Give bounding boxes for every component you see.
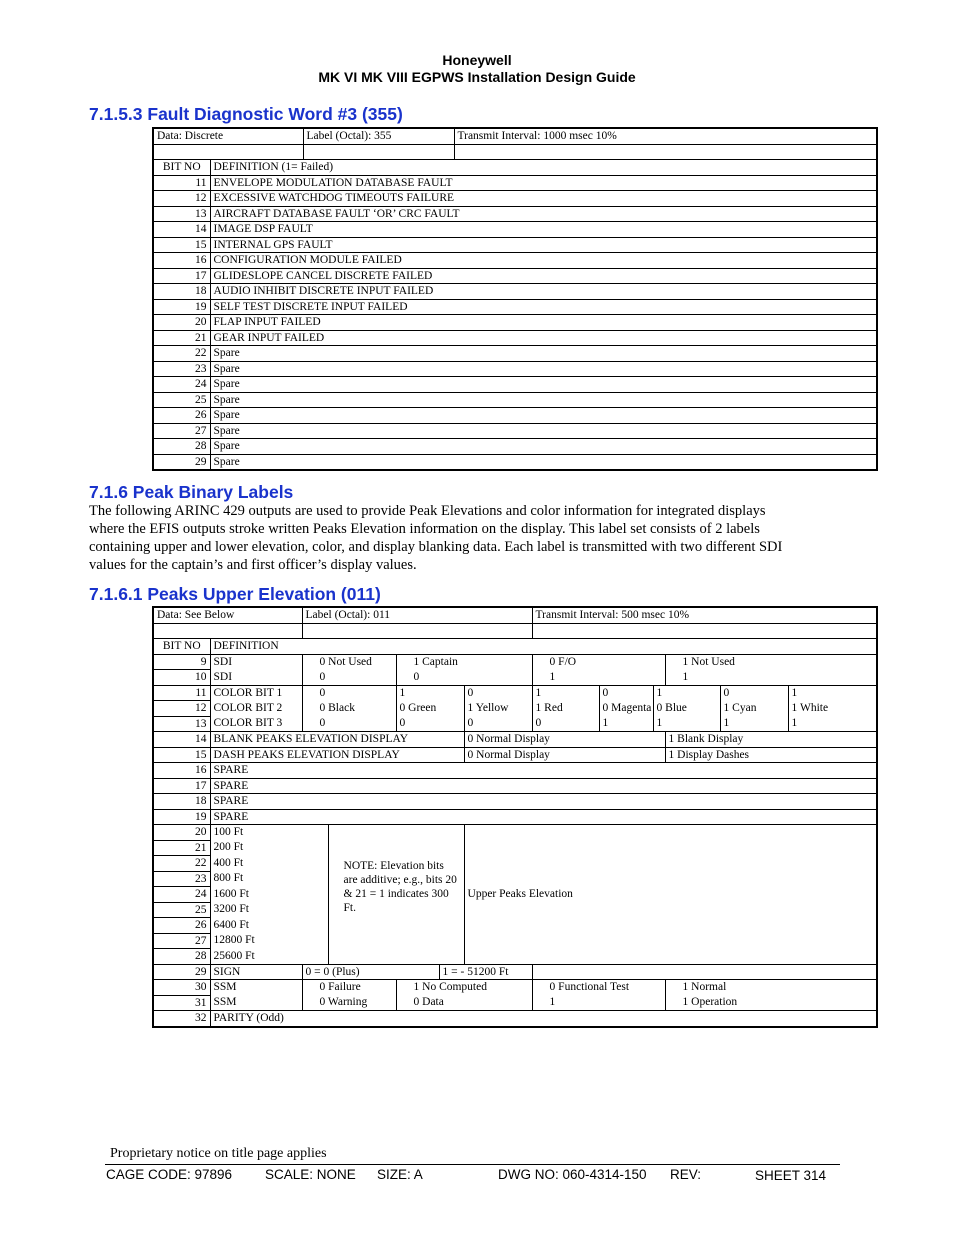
bit-number: 22: [153, 856, 210, 872]
bit-number: 19: [153, 299, 210, 315]
bit-number: 16: [153, 253, 210, 269]
bit-number: 24: [153, 377, 210, 393]
definition: SPARE: [210, 794, 877, 810]
color-option-cell: 1: [653, 685, 720, 701]
definition: Spare: [210, 346, 877, 362]
color-option-cell: 0: [720, 685, 788, 701]
sdi-option-cell: 1: [665, 670, 877, 686]
definition: SDI: [210, 670, 302, 686]
blank-cell: [302, 623, 532, 639]
elevation-weight: 400 Ft: [210, 856, 328, 872]
table-row: [153, 346, 877, 362]
bit-number: 14: [153, 222, 210, 238]
bit-number: 21: [153, 840, 210, 856]
definition: Spare: [210, 439, 877, 455]
ssm-option-cell: 1 No Computed: [396, 980, 532, 996]
bit-number: 10: [153, 670, 210, 686]
table-row: [153, 439, 877, 455]
elevation-weight: 12800 Ft: [210, 933, 328, 949]
color-option-cell: 1 White: [788, 701, 877, 717]
bit-number: 15: [153, 237, 210, 253]
definition: COLOR BIT 1: [210, 685, 302, 701]
color-option-cell: 0: [302, 685, 396, 701]
definition: SSM: [210, 995, 302, 1011]
definition: SELF TEST DISCRETE INPUT FAILED: [210, 299, 877, 315]
blank-cell: [532, 964, 877, 980]
document-title: MK VI MK VIII EGPWS Installation Design Guide: [318, 69, 636, 85]
elevation-weight: 25600 Ft: [210, 949, 328, 965]
sign-minus: 1 = - 51200 Ft: [439, 964, 532, 980]
definition: Spare: [210, 392, 877, 408]
definition: COLOR BIT 2: [210, 701, 302, 717]
color-option-cell: 1 Yellow: [464, 701, 532, 717]
table-row: [153, 253, 877, 269]
bit-number: 29: [153, 964, 210, 980]
definition: Spare: [210, 454, 877, 470]
table-row: [153, 423, 877, 439]
ssm-option-cell: 0 Data: [396, 995, 532, 1011]
color-option-cell: 0: [302, 716, 396, 732]
blank-cell: [303, 144, 454, 160]
ssm-option-cell: 0 Warning: [302, 995, 396, 1011]
color-option-cell: 1: [532, 685, 599, 701]
definition-header: DEFINITION (1= Failed): [210, 160, 877, 176]
color-option-cell: 0: [464, 716, 532, 732]
definition: Spare: [210, 377, 877, 393]
definition: INTERNAL GPS FAULT: [210, 237, 877, 253]
definition: Spare: [210, 423, 877, 439]
paragraph-line: The following ARINC 429 outputs are used to provide Peak Elevations and color information for integrated displays: [89, 503, 766, 519]
definition: EXCESSIVE WATCHDOG TIMEOUTS FAILURE: [210, 191, 877, 207]
bit-number: 28: [153, 439, 210, 455]
ssm-option-cell: 0 Failure: [302, 980, 396, 996]
table-row: [153, 191, 877, 207]
sdi-option-cell: 0 F/O: [532, 654, 665, 670]
intro-paragraph: [89, 502, 859, 574]
table-row: [153, 377, 877, 393]
bit-number: 13: [153, 716, 210, 732]
paragraph-line: values for the captain’s and first officer’s display values.: [89, 557, 417, 573]
fault-rows: [153, 175, 877, 470]
bit-number: 9: [153, 654, 210, 670]
bit-number: 27: [153, 423, 210, 439]
bit-number: 24: [153, 887, 210, 903]
bit-number: 11: [153, 175, 210, 191]
color-option-cell: 1: [788, 716, 877, 732]
bit-number: 29: [153, 454, 210, 470]
bit-number: 17: [153, 778, 210, 794]
color-option-cell: 1: [396, 685, 464, 701]
definition: IMAGE DSP FAULT: [210, 222, 877, 238]
bit-number: 20: [153, 825, 210, 841]
scale: SCALE: NONE: [265, 1167, 356, 1182]
table-row: [153, 392, 877, 408]
fault-diagnostic-table: [152, 127, 878, 471]
option-blank-display: 1 Blank Display: [665, 732, 877, 748]
table-row: [153, 330, 877, 346]
bit-number: 11: [153, 685, 210, 701]
option-normal-display: 0 Normal Display: [464, 747, 665, 763]
definition: SPARE: [210, 763, 877, 779]
blank-cell: [153, 623, 302, 639]
sdi-option-cell: 0: [302, 670, 396, 686]
blank-cell: [454, 144, 877, 160]
bit-number: 15: [153, 747, 210, 763]
table-row: [153, 454, 877, 470]
color-option-cell: 1 Cyan: [720, 701, 788, 717]
bit-number: 18: [153, 794, 210, 810]
color-option-cell: 1: [653, 716, 720, 732]
bit-number: 14: [153, 732, 210, 748]
ssm-option-cell: 1: [532, 995, 665, 1011]
definition: ENVELOPE MODULATION DATABASE FAULT: [210, 175, 877, 191]
definition: FLAP INPUT FAILED: [210, 315, 877, 331]
size: SIZE: A: [377, 1167, 423, 1182]
bit-number: 19: [153, 809, 210, 825]
option-display-dashes: 1 Display Dashes: [665, 747, 877, 763]
definition: SDI: [210, 654, 302, 670]
sdi-option-cell: 0 Not Used: [302, 654, 396, 670]
color-option-cell: 0 Black: [302, 701, 396, 717]
definition: SPARE: [210, 809, 877, 825]
sdi-option-cell: 1: [532, 670, 665, 686]
bit-number: 26: [153, 408, 210, 424]
ssm-option-cell: 0 Functional Test: [532, 980, 665, 996]
bit-number: 23: [153, 871, 210, 887]
color-option-cell: 0: [532, 716, 599, 732]
definition: Spare: [210, 408, 877, 424]
paragraph-line: containing upper and lower elevation, color, and display blanking data. Each label is transmitted with two different SDI: [89, 539, 783, 555]
drawing-number: DWG NO: 060-4314-150: [498, 1167, 647, 1182]
bit-number: 28: [153, 949, 210, 965]
elevation-note: [328, 825, 464, 965]
table-row: [153, 299, 877, 315]
definition: COLOR BIT 3: [210, 716, 302, 732]
bit-no-header: BIT NO: [153, 160, 210, 176]
table-row: [153, 222, 877, 238]
bit-number: 20: [153, 315, 210, 331]
elevation-weight: 800 Ft: [210, 871, 328, 887]
definition: BLANK PEAKS ELEVATION DISPLAY: [210, 732, 464, 748]
definition: SIGN: [210, 964, 302, 980]
sdi-option-cell: 0: [396, 670, 532, 686]
color-option-cell: 0 Magenta: [599, 701, 653, 717]
color-option-cell: 0: [396, 716, 464, 732]
bit-number: 31: [153, 995, 210, 1011]
sheet-number: SHEET 314: [755, 1168, 827, 1183]
table-row: [153, 361, 877, 377]
color-option-cell: 0 Blue: [653, 701, 720, 717]
bit-no-header: BIT NO: [153, 639, 210, 655]
color-option-cell: 0: [599, 685, 653, 701]
data-type-cell: Data: Discrete: [153, 128, 303, 144]
table-row: [153, 408, 877, 424]
bit-number: 25: [153, 902, 210, 918]
definition: AIRCRAFT DATABASE FAULT ‘OR’ CRC FAULT: [210, 206, 877, 222]
bit-number: 17: [153, 268, 210, 284]
proprietary-notice: Proprietary notice on title page applies: [110, 1146, 327, 1161]
definition: SSM: [210, 980, 302, 996]
table-row: [153, 206, 877, 222]
bit-number: 16: [153, 763, 210, 779]
color-option-cell: 0: [464, 685, 532, 701]
table-row: [153, 284, 877, 300]
data-type-cell: Data: See Below: [153, 607, 302, 623]
bit-number: 26: [153, 918, 210, 934]
upper-peaks-elevation: Upper Peaks Elevation: [464, 825, 877, 965]
section-heading-peaks-upper: 7.1.6.1 Peaks Upper Elevation (011): [89, 584, 381, 604]
definition: AUDIO INHIBIT DISCRETE INPUT FAILED: [210, 284, 877, 300]
sdi-option-cell: 1 Not Used: [665, 654, 877, 670]
bit-number: 21: [153, 330, 210, 346]
blank-cell: [153, 144, 303, 160]
elevation-weight: 1600 Ft: [210, 887, 328, 903]
bit-number: 25: [153, 392, 210, 408]
definition: Spare: [210, 361, 877, 377]
definition: GEAR INPUT FAILED: [210, 330, 877, 346]
bit-number: 12: [153, 701, 210, 717]
elevation-weight: 6400 Ft: [210, 918, 328, 934]
footer-rule: [105, 1164, 840, 1165]
peaks-upper-table: [152, 606, 878, 1028]
elevation-weight: 100 Ft: [210, 825, 328, 841]
bit-number: 27: [153, 933, 210, 949]
option-normal-display: 0 Normal Display: [464, 732, 665, 748]
bit-number: 23: [153, 361, 210, 377]
definition: GLIDESLOPE CANCEL DISCRETE FAILED: [210, 268, 877, 284]
definition: PARITY (Odd): [210, 1011, 877, 1027]
bit-number: 18: [153, 284, 210, 300]
definition: DASH PEAKS ELEVATION DISPLAY: [210, 747, 464, 763]
ssm-option-cell: 1 Normal: [665, 980, 877, 996]
sign-plus: 0 = 0 (Plus): [302, 964, 439, 980]
sdi-option-cell: 1 Captain: [396, 654, 532, 670]
color-option-cell: 1: [599, 716, 653, 732]
bit-number: 12: [153, 191, 210, 207]
label-octal-cell: Label (Octal): 355: [303, 128, 454, 144]
ssm-option-cell: 1 Operation: [665, 995, 877, 1011]
table-row: [153, 175, 877, 191]
definition-header: DEFINITION: [210, 639, 877, 655]
label-octal-cell: Label (Octal): 011: [302, 607, 532, 623]
color-option-cell: 0 Green: [396, 701, 464, 717]
section-heading-fault-diagnostic: 7.1.5.3 Fault Diagnostic Word #3 (355): [89, 104, 403, 124]
bit-number: 30: [153, 980, 210, 996]
blank-cell: [532, 623, 877, 639]
color-option-cell: 1 Red: [532, 701, 599, 717]
bit-number: 22: [153, 346, 210, 362]
definition: CONFIGURATION MODULE FAILED: [210, 253, 877, 269]
color-option-cell: 1: [788, 685, 877, 701]
paragraph-line: where the EFIS outputs stroke written Peaks Elevation information on the display. This label set consists of 2 labels: [89, 521, 760, 537]
definition: SPARE: [210, 778, 877, 794]
note-text: NOTE: Elevation bits are additive; e.g., bits 20 & 21 = 1 indicates 300 Ft.: [343, 860, 457, 915]
section-heading-peak-binary: 7.1.6 Peak Binary Labels: [89, 482, 294, 502]
table-row: [153, 237, 877, 253]
transmit-interval-cell: Transmit Interval: 1000 msec 10%: [454, 128, 877, 144]
color-option-cell: 1: [720, 716, 788, 732]
table-row: [153, 268, 877, 284]
bit-number: 32: [153, 1011, 210, 1027]
table-row: [153, 315, 877, 331]
bit-number: 13: [153, 206, 210, 222]
elevation-weight: 3200 Ft: [210, 902, 328, 918]
revision: REV:: [670, 1167, 702, 1182]
company-name: Honeywell: [442, 52, 512, 68]
elevation-weight: 200 Ft: [210, 840, 328, 856]
cage-code: CAGE CODE: 97896: [106, 1167, 233, 1182]
transmit-interval-cell: Transmit Interval: 500 msec 10%: [532, 607, 877, 623]
